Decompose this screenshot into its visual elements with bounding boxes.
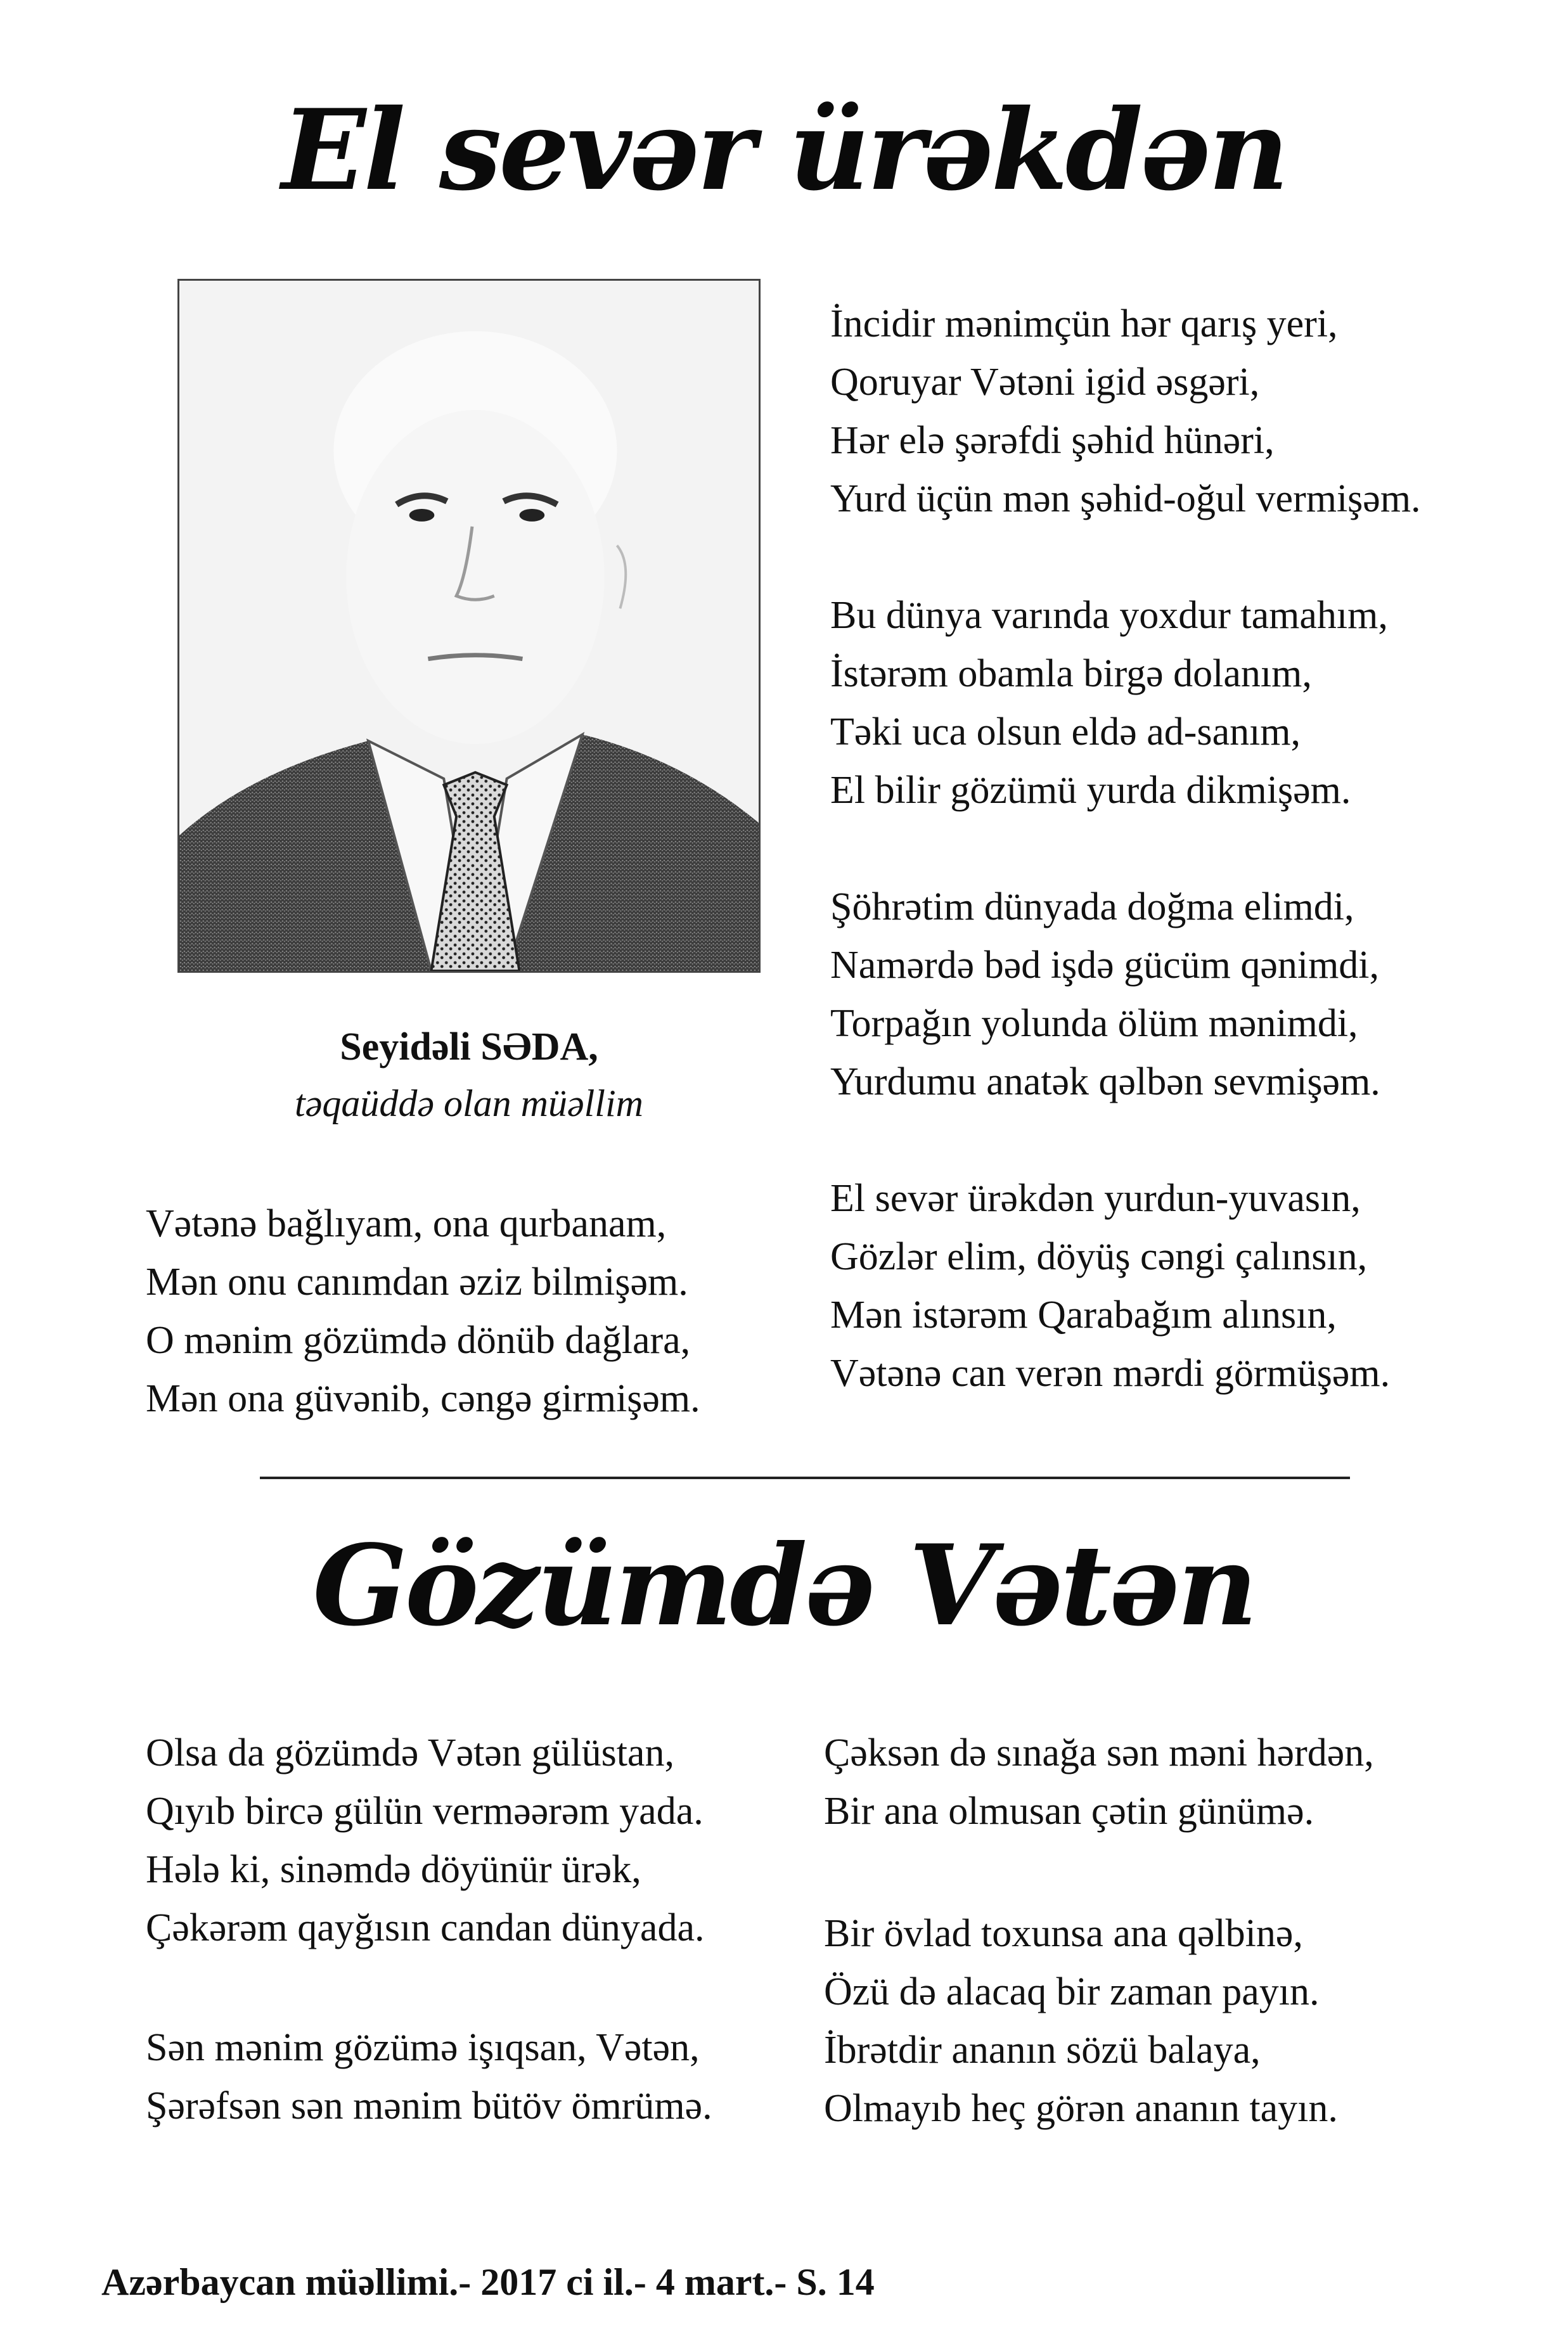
verse-line: Şöhrətim dünyada doğma elimdi, [830, 885, 1354, 928]
verse-line: Gözlər elim, döyüş cəngi çalınsın, [830, 1235, 1368, 1278]
verse-line: Olsa da gözümdə Vətən gülüstan, [146, 1731, 674, 1774]
poem1-right-stanza-3 [830, 878, 1380, 1111]
publication-citation: Azərbaycan müəllimi.- 2017 ci il.- 4 mart.- S. 14 [101, 2261, 875, 2303]
verse-line: Mən onu canımdan əziz bilmişəm. [146, 1261, 688, 1304]
poem2-right-stanza-1 [824, 1724, 1374, 1840]
poem1-right-stanza-1 [830, 295, 1421, 528]
poem2-left-stanza-2 [146, 2018, 712, 2135]
verse-line: Yurd üçün mən şəhid-oğul vermişəm. [830, 477, 1421, 520]
author-role: təqaüddə olan müəllim [295, 1082, 643, 1124]
verse-line: Namərdə bəd işdə gücüm qənimdi, [830, 944, 1380, 987]
poem1-left-stanza [146, 1195, 700, 1428]
poem1-right-stanza-4 [830, 1169, 1390, 1402]
verse-line: Torpağın yolunda ölüm mənimdi, [830, 1002, 1358, 1045]
poem-title-el-sever: El sevər ürəkdən [281, 86, 1287, 215]
author-portrait-photo [177, 279, 761, 973]
verse-line: Çəkərəm qayğısın candan dünyada. [146, 1906, 705, 1949]
verse-line: Mən istərəm Qarabağım alınsın, [830, 1293, 1337, 1337]
verse-line: Sən mənim gözümə işıqsan, Vətən, [146, 2026, 700, 2069]
verse-line: Bu dünya varında yoxdur tamahım, [830, 594, 1388, 637]
verse-line: Qoruyar Vətəni igid əsgəri, [830, 361, 1260, 404]
verse-line: Hər elə şərəfdi şəhid hünəri, [830, 419, 1275, 462]
verse-line: Bir övlad toxunsa ana qəlbinə, [824, 1912, 1303, 1955]
verse-line: İbrətdir ananın sözü balaya, [824, 2029, 1261, 2072]
verse-line: İstərəm obamla birgə dolanım, [830, 652, 1312, 695]
verse-line: Şərəfsən sən mənim bütöv ömrümə. [146, 2084, 712, 2127]
verse-line: Yurdumu anatək qəlbən sevmişəm. [830, 1060, 1380, 1103]
verse-line: Hələ ki, sinəmdə döyünür ürək, [146, 1848, 641, 1891]
poem2-left-stanza-1 [146, 1724, 704, 1957]
verse-line: Mən ona güvənib, cəngə girmişəm. [146, 1377, 700, 1420]
poem1-right-stanza-2 [830, 586, 1388, 819]
verse-line: Vətənə bağlıyam, ona qurbanam, [146, 1202, 667, 1245]
section-divider [260, 1477, 1350, 1479]
verse-line: Vətənə can verən mərdi görmüşəm. [830, 1352, 1391, 1395]
verse-line: Bir ana olmusan çətin günümə. [824, 1790, 1314, 1833]
verse-line: Özü də alacaq bir zaman payın. [824, 1970, 1320, 2013]
poem-title-gozumde-veten: Gözümdə Vətən [312, 1521, 1256, 1651]
verse-line: İncidir mənimçün hər qarış yeri, [830, 302, 1338, 345]
author-name: Seyidəli SƏDA, [340, 1025, 598, 1068]
verse-line: El sevər ürəkdən yurdun-yuvasın, [830, 1177, 1361, 1220]
verse-line: El bilir gözümü yurda dikmişəm. [830, 769, 1351, 812]
verse-line: Qıyıb bircə gülün verməərəm yada. [146, 1790, 704, 1833]
verse-line: Çəksən də sınağa sən məni hərdən, [824, 1731, 1374, 1774]
poem2-right-stanza-2 [824, 1904, 1338, 2138]
verse-line: Olmayıb heç görən ananın tayın. [824, 2087, 1338, 2130]
verse-line: Təki uca olsun eldə ad-sanım, [830, 710, 1301, 754]
portrait-photo-icon [179, 281, 759, 971]
verse-line: O mənim gözümdə dönüb dağlara, [146, 1319, 691, 1362]
